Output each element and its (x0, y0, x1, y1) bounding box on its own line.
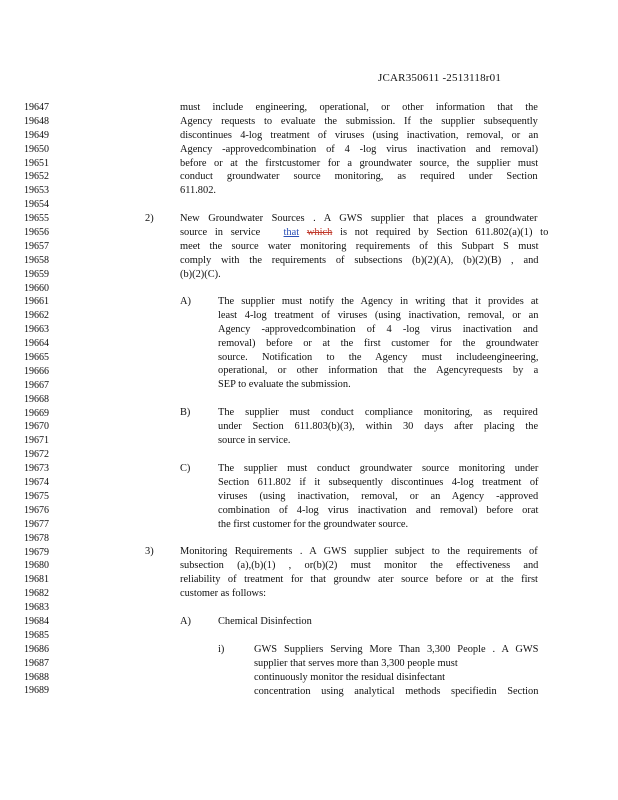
text-line: (b)(2)(C). (180, 268, 221, 280)
paragraph-new-groundwater-sources (180, 212, 549, 281)
line-number: 19673 (24, 463, 49, 475)
text-line: The supplier must notify the Agency in writing that it provides at (218, 296, 539, 307)
line-number: 19684 (24, 615, 49, 627)
text-line: combination of 4-log virus inactivation and removal) before orat (218, 504, 539, 516)
paragraph-2B (218, 406, 538, 448)
line-number: 19661 (24, 296, 49, 308)
line-number: 19659 (24, 268, 49, 280)
line-number: 19655 (24, 213, 49, 225)
text-line: concentration using analytical methods specifiedin Section (254, 685, 539, 697)
line-number: 19657 (24, 240, 49, 252)
paragraph-3Ai (254, 643, 538, 699)
text-line: source in service. (218, 434, 291, 446)
line-number: 19689 (24, 685, 49, 697)
text-line: Section 611.802 if it subsequently discontinues 4-log treatment of (218, 476, 539, 488)
line-number: 19650 (24, 143, 49, 155)
line-number: 19663 (24, 324, 49, 336)
line-number: 19675 (24, 490, 49, 502)
line-number: 19674 (24, 477, 49, 489)
text-line: under Section 611.803(b)(3), within 30 days after placing the (218, 420, 539, 432)
text-line: the first customer for the groundwater source. (218, 518, 409, 530)
text-line: source in service that which is not required by Section 611.802(a)(1) to (180, 226, 549, 238)
text-line: SEP to evaluate the submission. (218, 379, 351, 391)
text-line: conduct groundwater source monitoring, as required under Section (180, 171, 538, 183)
paragraph-2A (218, 295, 538, 392)
line-number: 19686 (24, 643, 49, 655)
text-line: least 4-log treatment of viruses (using inactivation, removal, or an (218, 309, 539, 321)
line-number: 19647 (24, 102, 49, 113)
text-line: Agency -approvedcombination of 4 -log virus inactivation and (218, 323, 538, 335)
line-number: 19664 (24, 338, 49, 350)
line-number: 19654 (24, 199, 49, 211)
text-line: meet the source water monitoring requirements of this Subpart S must (180, 240, 539, 252)
paragraph-monitoring-requirements (180, 545, 538, 601)
line-number: 19666 (24, 365, 49, 377)
line-number: 19652 (24, 171, 49, 183)
text-line: reliability of treatment for that groundw ater source before or at the first (180, 573, 538, 585)
text-line: must include engineering, operational, or other information that the (180, 102, 538, 113)
text-line: viruses (using inactivation, removal, or an Agency -approved (218, 490, 539, 502)
line-number: 19672 (24, 449, 49, 461)
paragraph-label-2: 2) (145, 213, 154, 224)
deleted-text: which (306, 226, 333, 238)
paragraph-label-3: 3) (145, 546, 154, 557)
text-line: operational, or other information that the Agencyrequests by a (218, 365, 539, 377)
text-line: subsection (a),(b)(1) , or(b)(2) must monitor the effectiveness and (180, 559, 539, 571)
text-line: supplier that serves more than 3,300 people must (254, 657, 458, 669)
line-number: 19681 (24, 574, 49, 586)
line-number: 19667 (24, 379, 49, 391)
text-line: The supplier must conduct groundwater source monitoring under (218, 463, 539, 474)
line-number: 19658 (24, 254, 49, 266)
line-number: 19680 (24, 560, 49, 572)
text-line: removal) before or at the first customer for the groundwater (218, 337, 539, 349)
line-number-column (24, 101, 64, 698)
line-number: 19669 (24, 407, 49, 419)
text-line: customer as follows: (180, 587, 266, 599)
paragraph-label-2B: B) (180, 407, 191, 418)
text-line: GWS Suppliers Serving More Than 3,300 People . A GWS (254, 644, 539, 655)
text-line: New Groundwater Sources . A GWS supplier that places a groundwater (180, 213, 538, 224)
line-number: 19671 (24, 435, 49, 447)
line-number: 19653 (24, 185, 49, 197)
line-number: 19679 (24, 546, 49, 558)
text-line: comply with the requirements of subsections (b)(2)(A), (b)(2)(B) , and (180, 254, 539, 266)
text-line: Agency requests to evaluate the submission. If the supplier subsequently (180, 115, 538, 127)
text-line: source. Notification to the Agency must includeengineering, (218, 351, 539, 363)
line-number: 19665 (24, 352, 49, 364)
inserted-text: that (283, 226, 300, 238)
paragraph-2C (218, 462, 538, 531)
line-number: 19683 (24, 602, 49, 614)
line-number: 19651 (24, 157, 49, 169)
paragraph-label-2A: A) (180, 296, 191, 307)
paragraph-label-2C: C) (180, 463, 191, 474)
text-line: Monitoring Requirements . A GWS supplier subject to the requirements of (180, 546, 538, 557)
text-line: Agency -approvedcombination of 4 -log virus inactivation and removal) (180, 143, 539, 155)
text-line: The supplier must conduct compliance monitoring, as required (218, 407, 538, 418)
line-number: 19688 (24, 671, 49, 683)
paragraph-continuation (180, 101, 538, 198)
paragraph-label-3Ai: i) (218, 644, 225, 655)
text-line: before or at the firstcustomer for a groundwater source, the supplier must (180, 157, 539, 169)
line-number: 19687 (24, 657, 49, 669)
line-number: 19685 (24, 629, 49, 641)
line-number: 19678 (24, 532, 49, 544)
line-number: 19668 (24, 393, 49, 405)
line-number: 19648 (24, 115, 49, 127)
paragraph-label-3A: A) (180, 616, 191, 627)
line-number: 19677 (24, 518, 49, 530)
line-number: 19649 (24, 129, 49, 141)
document-id: JCAR350611 -2513118r01 (378, 72, 502, 84)
heading-chemical-disinfection: Chemical Disinfection (218, 616, 312, 627)
line-number: 19670 (24, 421, 49, 433)
line-number: 19662 (24, 310, 49, 322)
line-number: 19656 (24, 227, 49, 239)
text-line: continuously monitor the residual disinfectant (254, 671, 446, 683)
line-number: 19660 (24, 282, 49, 294)
text-line: discontinues 4-log treatment of viruses (using inactivation, removal, or an (180, 129, 539, 141)
line-number: 19682 (24, 588, 49, 600)
line-number: 19676 (24, 504, 49, 516)
text-line: 611.802. (180, 185, 216, 197)
